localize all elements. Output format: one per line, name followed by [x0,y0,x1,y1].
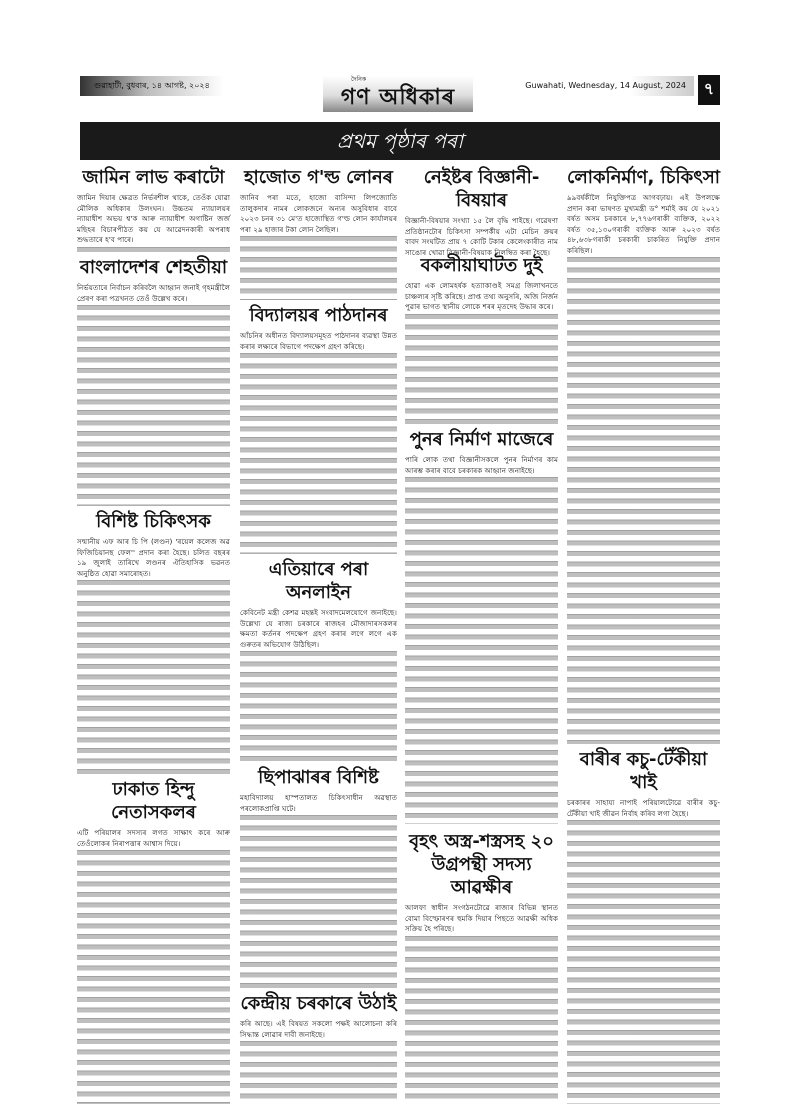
article-body: বিজ্ঞানী-বিষয়াৰ সংখ্যা ১৫ লৈ বৃদ্ধি পাইছে। গৱেষণা প্ৰতিষ্ঠানটোৰ চিকিৎসা সম্পৰ্কীয় এটা মেচিন ক্ৰয়ৰ বাবদ সংঘটিত প্ৰায় ৭ কোটি টকাৰ কেলেংকাৰীত নাম সাঙোৰ খোৱা বিজ্ঞানী-বিষয়াক নিলম্বিত কৰা হৈছে। [405,216,558,257]
article-body: ৯৯বৰ্ষকীলৈ নিযুক্তিপত্ৰ আগবঢ়ায়। এই উপলক্ষে প্ৰদান কৰা ভাষণত মুখ্যমন্ত্ৰী ড° শৰ্মাই কয় যে ২০২১ বৰ্ষত অসম চৰকাৰে ৮,৭৭৬গৰাকী ব্যক্তিক, ২০২২ বৰ্ষত ৩৫,১৩০গৰাকী ব্যক্তিক আৰু ২০২৩ বৰ্ষত ৪৮,৬৩৮গৰাকী চৰকাৰী চাকৰিত নিযুক্তি প্ৰদান কৰিছিল। [567,193,720,255]
article-kendriya [240,992,397,1104]
headline: বিদ্যালয়ৰ পাঠদানৰ [249,305,388,326]
headline: লোকনিৰ্মাণ, চিকিৎসা [567,167,720,188]
text-block [405,314,558,425]
headline: হাজোত গ'ল্ড লোনৰ [244,167,393,188]
article-bangladesh [77,256,230,506]
article-body: সন্মানীয় এফ আৰ চি পি (লণ্ডন) 'ৰয়েল কলেজ অৱ ফিজিচিয়ানছ ফেল'' প্ৰদান কৰা হৈছে। চলিত বছৰৰ ১৯ জুলাই তাৰিখে লণ্ডনৰ ঐতিহাসিক ভৱনত অনুষ্ঠিত হোৱা সমাৰোহত। [77,537,230,578]
article-hajo [240,166,397,300]
text-block [405,477,558,824]
text-block [77,850,230,1104]
article-punar [405,428,558,824]
text-block [240,1041,397,1104]
article-body: এটি পৰিয়ালৰ সদস্যৰ লগত সাক্ষাৎ কৰে আৰু তেওঁলোকৰ নিৰাপত্তাৰ আশ্বাস দিয়ে। [77,828,230,848]
headline: ছিপাঝাৰৰ বিশিষ্ট [258,767,379,788]
article-body: কৰি আছে। এই বিষয়ত সকলো পক্ষই আলোচনা কৰি সিদ্ধান্ত লোৱাৰ দাবী জনাইছে। [240,1019,397,1039]
headline: বৃহৎ অস্ত্ৰ-শস্ত্ৰসহ ২০ উগ্ৰপন্থী সদস্য আৱক্ষীৰ [409,831,554,898]
article-body: কেবিনেট মন্ত্ৰী কেশৱ মহন্তই সংবাদমেলযোগে জনাইছে। উল্লেখ্য যে ৰাজ্য চৰকাৰে ৰাজহৰ মৌজাদাৰসকলৰ ক্ষমতা কৰ্তনৰ পদক্ষেপ গ্ৰহণ কৰাৰ লগে লগে এক গুৰুতৰ অভিযোগ উঠিছিল। [240,608,397,649]
text-block [567,820,720,1104]
article-body: জানিব পৰা মতে, হাজো বাসিন্দা লিপজ্যোতি তালুকদাৰ নামৰ লোকজনে অন্যৰ অসুবিধাৰ বাবে ২০২৩ চনৰ ৩১ মে'ত হাজোস্থিত গ'ল্ড লোন কাৰ্যালয়ৰ পৰা ২৯ হাজাৰ টকা লোন লৈছিল। [240,193,397,234]
article-online [240,558,397,762]
article-jamin [77,166,230,252]
text-block [240,236,397,300]
article-loknirman [567,166,720,744]
text-block [240,651,397,762]
article-vidyalay [240,304,397,554]
headline: ঢাকাত হিন্দু নেতাসকলৰ [111,779,196,823]
text-block [240,353,397,554]
article-neist [405,166,558,257]
headline: বকলীয়াঘাটত দুই [420,255,543,276]
article-body: নিৰ্ভয়তাৰে নিৰ্বাচন কৰিবলৈ আহ্বান জনাই গৃহমন্ত্ৰীলৈ প্ৰেৰণ কৰা পত্ৰখনত তেওঁ উল্লেখ কৰে। [77,283,230,303]
text-block [567,257,720,744]
article-body: পাৰি লোক তথা বিজ্ঞানীসকলে পুনৰ নিৰ্মাণৰ কাম আৰম্ভ কৰাৰ বাবে চৰকাৰক আহ্বান জনাইছে। [405,455,558,475]
article-body: হোৱা এক লোমহৰ্ষক হত্যাকাণ্ডই সমগ্ৰ জিলাখনতে চাঞ্চল্যৰ সৃষ্টি কৰিছে। প্ৰাপ্ত তথ্য অনুসৰি, অজি নিৰ্জন পুৱাৰ ভাগত স্থানীয় লোকে শৰৰ মৃতদেহ উদ্ধাৰ কৰে। [405,281,558,311]
article-body: মহাবিদ্যালয় হাস্পতালত চিকিৎসাধীন অৱস্থাত পৰলোকপ্ৰাপ্তি ঘটে। [240,793,397,813]
article-bakaliaghat [405,254,558,424]
text-block [77,247,230,253]
article-body: আলফা স্বাধীন সংগঠনটোৱে ৰাজ্যৰ বিভিন্ন স্থানত বোমা বিস্ফোৰণৰ হুমকি দিয়াৰ পিছতে আৱক্ষী অধিক সক্ৰিয় হৈ পৰিছে। [405,903,558,933]
article-chikitsak [77,510,230,774]
article-ugrapanthi [405,830,558,1104]
article-body: আঁচনিৰ অধীনত বিদ্যালয়সমূহত পাঠদানৰ ব্যৱস্থা উন্নত কৰাৰ লক্ষ্যৰে বিভাগে পদক্ষেপ গ্ৰহণ কৰিছে। [240,331,397,351]
logo-subtitle: দৈনিক [351,76,367,83]
section-banner: প্ৰথম পৃষ্ঠাৰ পৰা [80,122,720,160]
headline: বাংলাদেশৰ শেহতীয়া [79,257,228,278]
article-bari [567,748,720,1104]
headline: বিশিষ্ট চিকিৎসক [96,511,211,532]
headline: জামিন লাভ কৰাটো [82,167,225,188]
page-number: ৭ [698,75,720,105]
header-date-assamese: গুৱাহাটী, বুধবাৰ, ১৪ আগষ্ট, ২০২৪ [80,76,224,96]
headline: পুনৰ নিৰ্মাণ মাজেৰে [409,429,554,450]
article-chhipajhar [240,766,397,988]
headline: নেইষ্টৰ বিজ্ঞানী-বিষয়াৰ [423,167,540,211]
text-block [240,815,397,988]
headline: এতিয়াৰে পৰা অনলাইন [268,559,369,603]
text-block [77,580,230,774]
article-body: চৰকাৰৰ সাহায্য নাপাই পৰিয়ালটোৱে বাৰীৰ কচু-টেঁকীয়া খাই জীৱন নিৰ্বাহ কৰিব লগা হৈছে। [567,798,720,818]
headline: বাৰীৰ কচু-টেঁকীয়া খাই [579,749,708,793]
text-block [405,936,558,1105]
article-dhaka [77,778,230,1104]
header-date-english: Guwahati, Wednesday, 14 August, 2024 [480,76,694,96]
text-block [77,305,230,506]
newspaper-logo [323,76,473,112]
logo-title: গণ অধিকাৰ [340,85,456,110]
article-body: জামিন দিয়াৰ ক্ষেত্ৰত নিৰ্ভৰশীল থাকে, তেওঁক যোৱা মৌলিক অধিকাৰ উলংঘন। উচ্চতম ন্যায়ালয়ৰ ন্যায়াধীশ অভয় শ্ব'ক আৰু ন্যায়াধীশ অগাষ্টিন জৰ্জ মছিহৰ বিচাৰপীঠত কয় যে আৱেদনকাৰী অপৰাধ শুদ্ধতাৰে হ'ব পাৰে। [77,193,230,244]
headline: কেন্দ্ৰীয় চৰকাৰে উঠাই [240,993,397,1014]
